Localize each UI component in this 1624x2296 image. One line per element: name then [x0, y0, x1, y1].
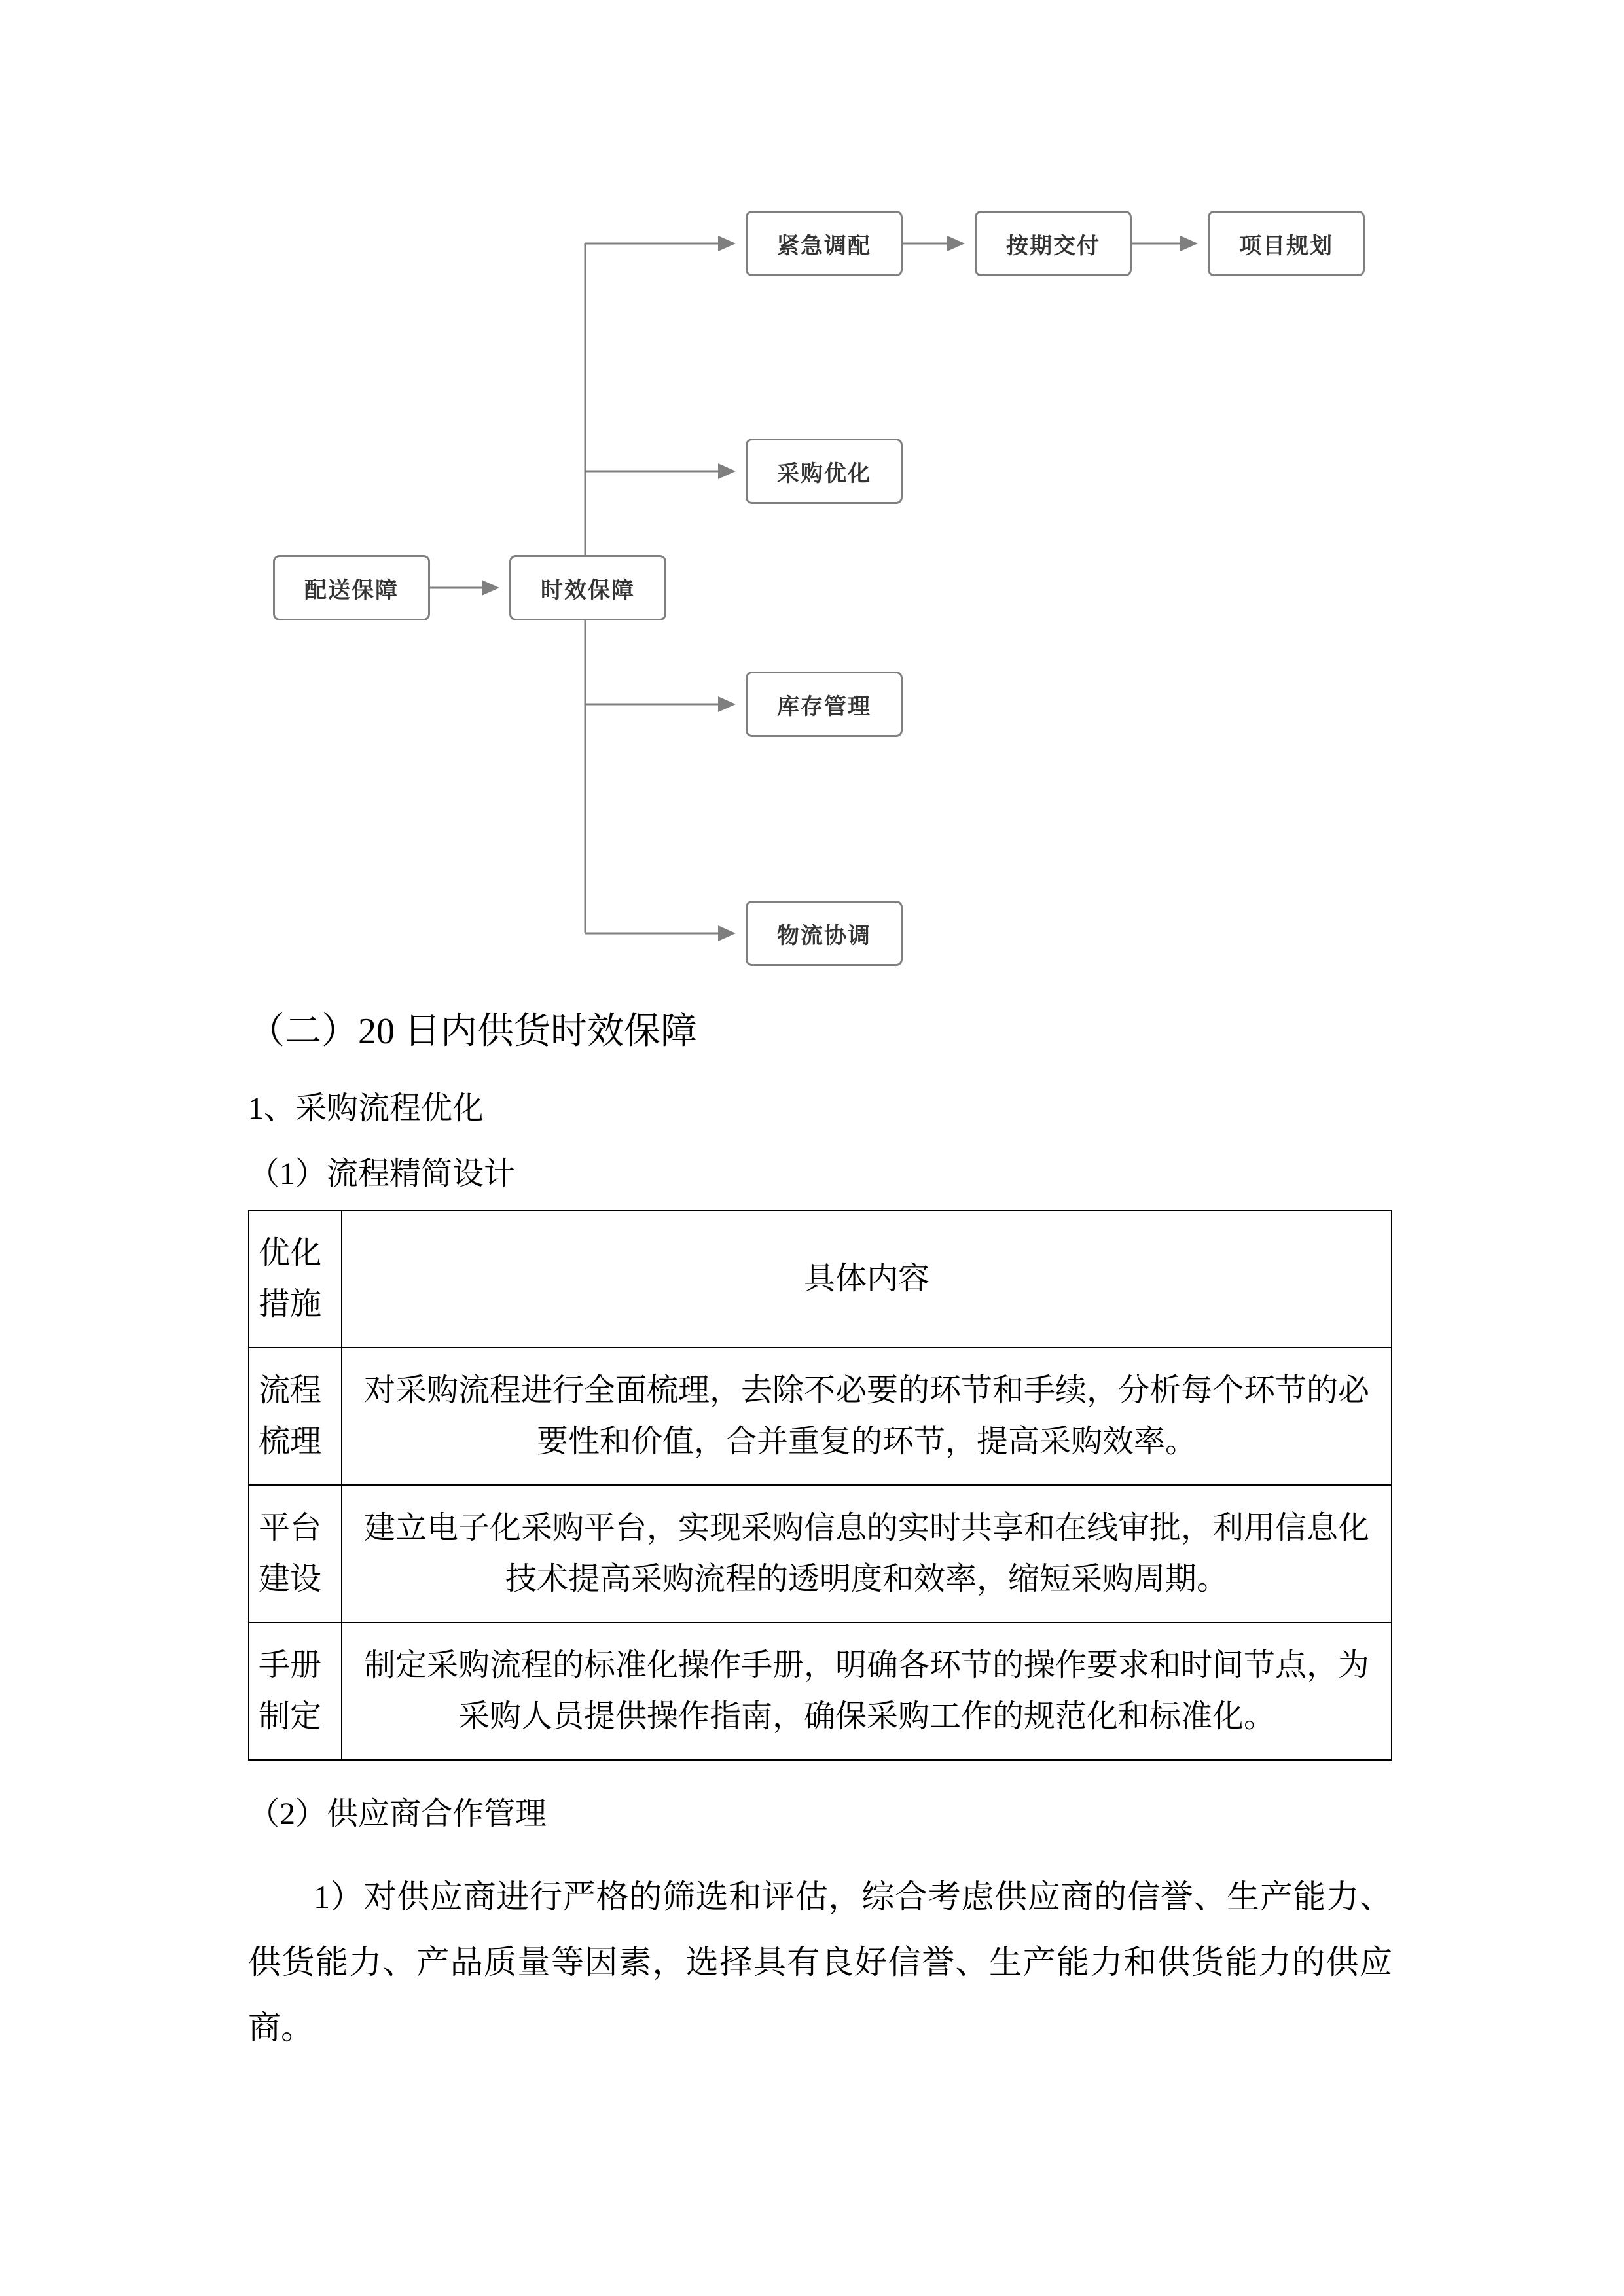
flowchart-node-urgent-dispatch: 紧急调配	[746, 211, 903, 276]
subheading-procurement-optimization: 1、采购流程优化	[248, 1091, 484, 1126]
flowchart-node-inventory-management: 库存管理	[746, 672, 903, 737]
flowchart-node-timeliness-guarantee: 时效保障	[509, 555, 666, 620]
table-cell-label: 平台建设	[249, 1485, 342, 1623]
subheading-process-simplification: （1）流程精简设计	[248, 1157, 516, 1191]
flowchart-node-delivery-guarantee: 配送保障	[273, 555, 430, 620]
table-cell-label: 手册制定	[249, 1623, 342, 1760]
flowchart-node-on-time-delivery: 按期交付	[975, 211, 1132, 276]
table-header-measure: 优化措施	[249, 1210, 342, 1348]
table-cell-content: 建立电子化采购平台，实现采购信息的实时共享和在线审批，利用信息化技术提高采购流程的透明度和效率，缩短采购周期。	[342, 1485, 1392, 1623]
section-heading: （二）20 日内供货时效保障	[248, 1011, 697, 1052]
subheading-supplier-cooperation: （2）供应商合作管理	[248, 1797, 547, 1831]
optimization-measures-table	[248, 1210, 1392, 1761]
flowchart	[0, 0, 1624, 1021]
table-header-content: 具体内容	[342, 1210, 1392, 1348]
table-row	[249, 1485, 1392, 1623]
document-content	[248, 1008, 1392, 2060]
body-paragraph: 1）对供应商进行严格的筛选和评估，综合考虑供应商的信誉、生产能力、供货能力、产品质量等因素，选择具有良好信誉、生产能力和供货能力的供应商。	[248, 1878, 1392, 2046]
table-row	[249, 1348, 1392, 1485]
table-cell-label: 流程梳理	[249, 1348, 342, 1485]
table-header-row	[249, 1210, 1392, 1348]
flowchart-connector-lines	[0, 0, 1624, 1021]
flowchart-node-project-planning: 项目规划	[1208, 211, 1365, 276]
flowchart-node-logistics-coordination: 物流协调	[746, 901, 903, 966]
table-cell-content: 制定采购流程的标准化操作手册，明确各环节的操作要求和时间节点，为采购人员提供操作指南，确保采购工作的规范化和标准化。	[342, 1623, 1392, 1760]
flowchart-node-procurement-optimization: 采购优化	[746, 439, 903, 504]
table-cell-content: 对采购流程进行全面梳理，去除不必要的环节和手续，分析每个环节的必要性和价值，合并重复的环节，提高采购效率。	[342, 1348, 1392, 1485]
table-row	[249, 1623, 1392, 1760]
